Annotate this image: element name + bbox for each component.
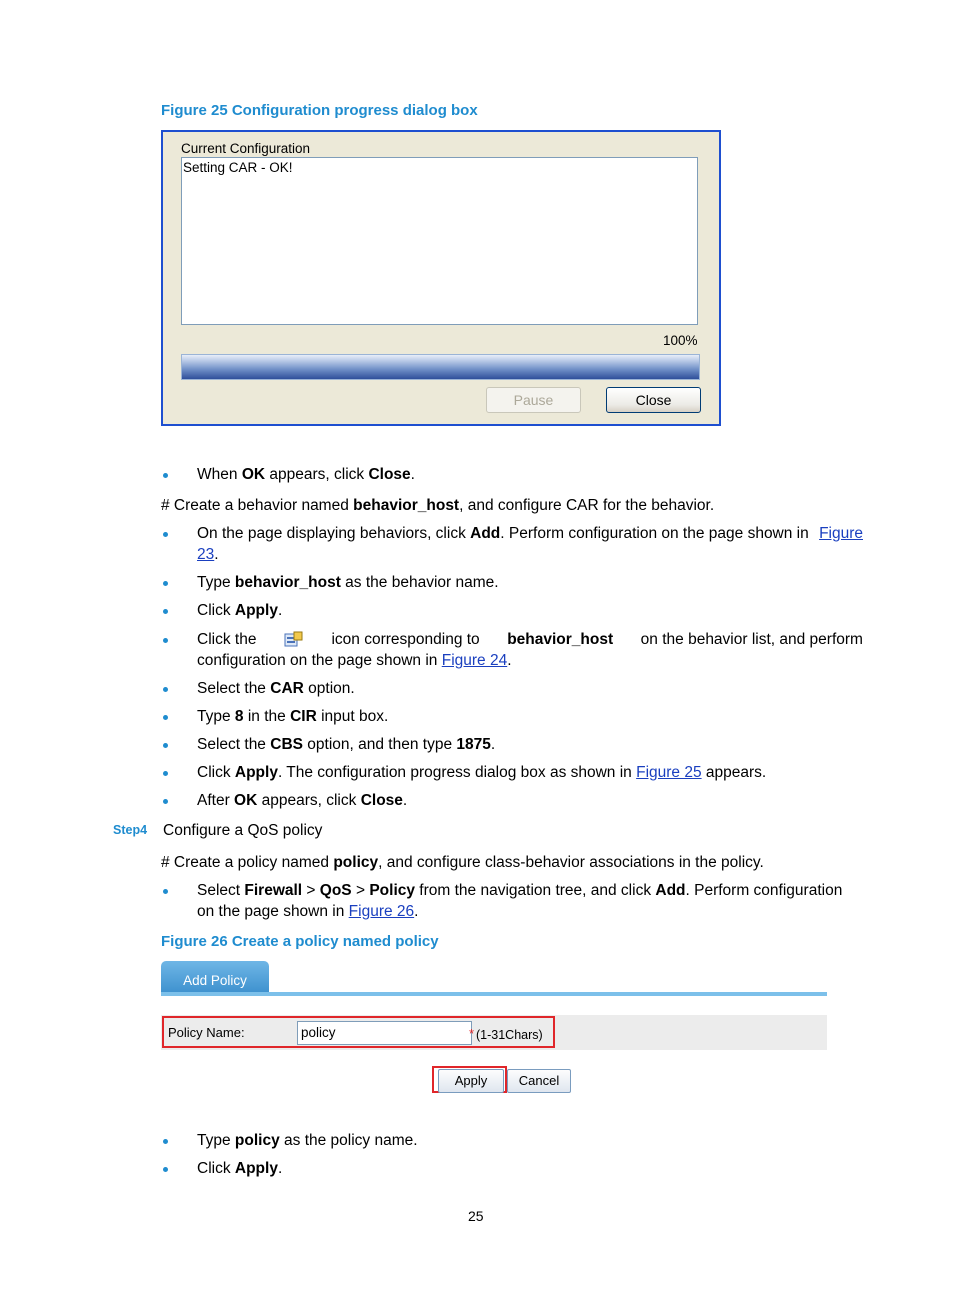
figure-23-link[interactable]: Figure <box>819 525 863 542</box>
apply-button[interactable]: Apply <box>438 1069 504 1093</box>
bullet-icon <box>163 799 168 804</box>
figure-24-link[interactable]: Figure 24 <box>441 652 508 669</box>
step-4-title: Configure a QoS policy <box>163 822 323 839</box>
bullet-select-car: Select the CAR option. <box>197 680 355 697</box>
figure-26-caption: Figure 26 Create a policy named policy <box>161 933 439 950</box>
bullet-add-behavior: On the page displaying behaviors, click Add. Perform configuration on the page shown in Figure 23. <box>197 525 863 563</box>
bullet-icon <box>163 743 168 748</box>
tab-add-policy[interactable]: Add Policy <box>161 961 269 995</box>
bullet-icon <box>163 473 168 478</box>
close-button[interactable]: Close <box>606 387 701 413</box>
comment-create-behavior: # Create a behavior named behavior_host, and configure CAR for the behavior. <box>161 497 715 514</box>
bullet-click-apply-final: Click Apply. <box>197 1160 283 1177</box>
cancel-button[interactable]: Cancel <box>507 1069 571 1093</box>
bullet-icon <box>163 581 168 586</box>
progress-bar <box>181 354 700 380</box>
bullet-select-cbs: Select the CBS option, and then type 1875. <box>197 736 496 753</box>
required-mark: * <box>469 1026 475 1041</box>
figure-25-caption: Figure 25 Configuration progress dialog box <box>161 102 478 119</box>
bullet-when-ok: When OK appears, click Close. <box>197 466 415 483</box>
bullet-click-apply: Click Apply. <box>197 602 283 619</box>
bullet-click-apply-progress: Click Apply. The configuration progress dialog box as shown in Figure 25 appears. <box>197 764 767 781</box>
bullet-after-ok: After OK appears, click Close. <box>197 792 408 809</box>
bullet-click-icon: Click the icon corresponding to behavior_host on the behavior list, and perform configuration on the page shown in Figure 24. <box>197 631 863 669</box>
bullet-type-cir: Type 8 in the CIR input box. <box>197 708 389 725</box>
bullet-icon <box>163 532 168 537</box>
bullet-type-name: Type behavior_host as the behavior name. <box>197 574 499 591</box>
bullet-select-policy-nav: Select Firewall > QoS > Policy from the navigation tree, and click Add. Perform configuration on the page shown in Figure 26. <box>197 882 843 920</box>
comment-create-policy: # Create a policy named policy, and configure class-behavior associations in the policy. <box>161 854 764 871</box>
bullet-icon <box>163 771 168 776</box>
page-number: 25 <box>468 1208 484 1224</box>
bullet-icon <box>163 1167 168 1172</box>
bullet-type-policy: Type policy as the policy name. <box>197 1132 418 1149</box>
current-configuration-label: Current Configuration <box>181 141 311 156</box>
figure-25-link[interactable]: Figure 25 <box>636 764 702 781</box>
bullet-icon <box>163 889 168 894</box>
bullet-icon <box>163 715 168 720</box>
bullet-icon <box>163 609 168 614</box>
config-progress-dialog <box>161 130 721 426</box>
figure-26-link[interactable]: Figure 26 <box>348 903 415 920</box>
progress-percent: 100% <box>663 333 698 348</box>
tab-underline <box>161 992 827 996</box>
policy-name-input[interactable]: policy <box>297 1021 472 1045</box>
bullet-icon <box>163 687 168 692</box>
step-4-label: Step4 <box>113 823 148 837</box>
bullet-icon <box>163 638 168 643</box>
bullet-icon <box>163 1139 168 1144</box>
configuration-log-textarea[interactable] <box>181 157 698 325</box>
pause-button[interactable]: Pause <box>486 387 581 413</box>
log-line: Setting CAR - OK! <box>183 160 293 175</box>
policy-name-label: Policy Name: <box>168 1025 245 1040</box>
figure-23-link-cont[interactable]: 23 <box>197 546 215 563</box>
configure-icon <box>284 631 304 649</box>
policy-name-hint: (1-31Chars) <box>476 1028 543 1042</box>
